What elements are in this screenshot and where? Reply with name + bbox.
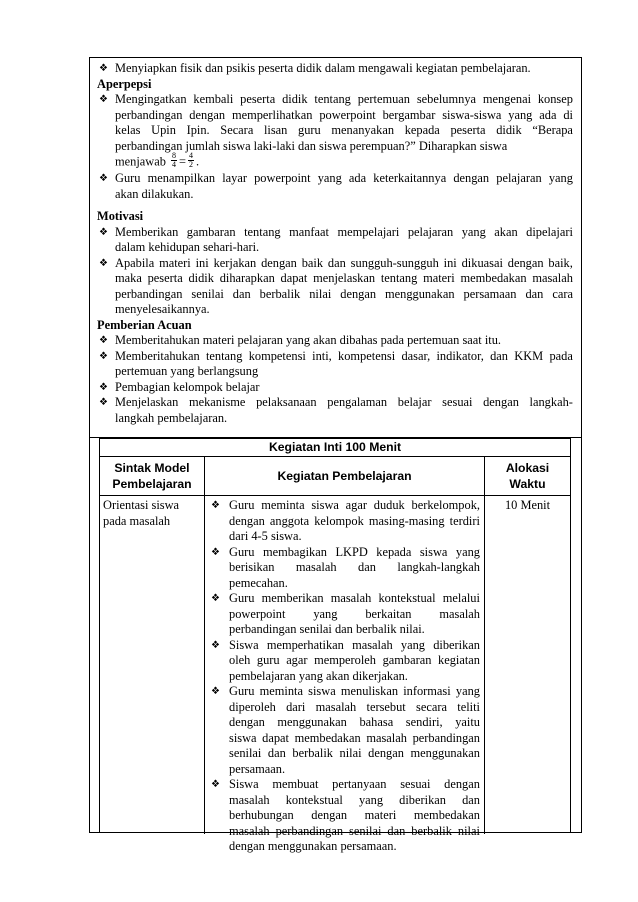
text-line: senilai dan berbalik nilai dengan menggunakan bbox=[229, 746, 480, 760]
acuan-heading: Pemberian Acuan bbox=[97, 317, 192, 332]
diamond-bullet-icon: ❖ bbox=[99, 257, 108, 269]
bullet-item bbox=[97, 92, 573, 171]
text-line: Menyiapkan fisik dan psikis peserta didik dalam mengawali kegiatan pembelajaran. bbox=[115, 61, 531, 75]
bullet-item bbox=[211, 545, 480, 592]
text-line: pemecahan. bbox=[229, 575, 288, 590]
text-line: perbandingan jumlah siswa laki-laki dan siswa perempuan?” Diharapkan siswa bbox=[115, 138, 508, 153]
text-line: Guru meminta siswa agar duduk berkelompok, bbox=[229, 498, 480, 512]
diamond-bullet-icon: ❖ bbox=[99, 335, 108, 346]
text-line: kelas Upin Ipin. Secara lisan guru menanyakan kepada peserta didik “Berapa bbox=[115, 123, 573, 137]
bullet-item bbox=[211, 777, 480, 855]
bullet-item bbox=[97, 171, 573, 202]
diamond-bullet-icon: ❖ bbox=[99, 173, 108, 184]
diamond-bullet-icon: ❖ bbox=[99, 226, 108, 238]
cell-waktu: 10 Menit bbox=[504, 498, 551, 512]
text-line: Memberitahukan tentang kompetensi inti, kompetensi dasar, indikator, dan KKM pada bbox=[115, 348, 573, 363]
text-line: Menjelaskan mekanisme pelaksanaan pengalaman belajar sesuai dengan langkah- bbox=[115, 395, 573, 409]
text-line: Guru menampilkan layar powerpoint yang ada keterkaitannya dengan pelajaran yang bbox=[115, 171, 573, 185]
diamond-bullet-icon: ❖ bbox=[99, 350, 108, 362]
bullet-item bbox=[97, 61, 573, 77]
text-line: Pembagian kelompok belajar bbox=[115, 379, 260, 394]
diamond-bullet-icon: ❖ bbox=[211, 686, 220, 697]
cell-kegiatan bbox=[205, 496, 485, 853]
text-line: Apabila materi ini kerjakan dengan baik dan sungguh-sungguh ini dikuasai dengan baik, bbox=[115, 255, 573, 270]
bullet-item bbox=[211, 684, 480, 777]
text-line: masalah kontekstual yang diberikan dan bbox=[229, 792, 480, 807]
text-line: dengan menggunakan bahasa sendiri, yaitu bbox=[229, 715, 480, 729]
text-line: langkah pembelajaran. bbox=[115, 410, 228, 425]
diamond-bullet-icon: ❖ bbox=[99, 397, 108, 408]
motivasi-list bbox=[97, 225, 573, 318]
diamond-bullet-icon: ❖ bbox=[211, 593, 220, 604]
text-line: dengan menggunakan persamaan. bbox=[229, 839, 397, 853]
diamond-bullet-icon: ❖ bbox=[99, 381, 108, 393]
motivasi-heading: Motivasi bbox=[97, 209, 144, 223]
text-line: Memberikan gambaran tentang manfaat mempelajari pelajaran yang akan dipelajari bbox=[115, 224, 573, 239]
text-line: Siswa membuat pertanyaan sesuai dengan bbox=[229, 777, 480, 791]
diamond-bullet-icon: ❖ bbox=[211, 779, 220, 790]
bullet-item bbox=[211, 591, 480, 638]
lesson-plan-frame bbox=[89, 57, 582, 853]
text-line: pertemuan yang berlangsung bbox=[115, 364, 259, 378]
bullet-item bbox=[211, 638, 480, 685]
table-title: Kegiatan Inti 100 Menit bbox=[100, 439, 570, 457]
text-line: pembelajaran yang akan dikerjakan. bbox=[229, 668, 408, 683]
cell-sintak: Orientasi siswa pada masalah bbox=[100, 496, 205, 834]
diamond-bullet-icon: ❖ bbox=[99, 63, 108, 74]
text-line: maka peserta didik diharapkan dapat menjelaskan tentang materi membedakan masalah bbox=[115, 271, 573, 285]
apersepsi-heading: Aperpepsi bbox=[97, 76, 152, 91]
bullet-item bbox=[97, 349, 573, 380]
text-line: dengan anggota kelompok masing-masing terdiri bbox=[229, 513, 480, 528]
fraction: $\frac{8}{4}$ bbox=[172, 151, 177, 169]
text-line: Guru memberikan masalah kontekstual melalui bbox=[229, 591, 480, 605]
text-line: dalam kehidupan sehari-hari. bbox=[115, 240, 260, 254]
bullet-item bbox=[97, 333, 573, 349]
bullet-item bbox=[97, 395, 573, 426]
text-line: berhubungan dengan materi membedakan bbox=[229, 808, 480, 822]
bullet-item bbox=[97, 225, 573, 256]
fraction: $\frac{4}{2}$ bbox=[189, 151, 194, 169]
opening-activities-section bbox=[90, 58, 581, 438]
diamond-bullet-icon: ❖ bbox=[211, 546, 220, 558]
apersepsi-list bbox=[97, 92, 573, 202]
text-line: dari 4-5 siswa. bbox=[229, 529, 302, 543]
bullet-item bbox=[97, 380, 573, 396]
header-sintak: Sintak Model Pembelajaran bbox=[100, 457, 205, 495]
bullet-item bbox=[211, 498, 480, 545]
text-line: oleh guru agar memperoleh gambaran kegiatan bbox=[229, 653, 480, 667]
header-kegiatan: Kegiatan Pembelajaran bbox=[205, 457, 485, 495]
acuan-list bbox=[97, 333, 573, 426]
text-line: Siswa memperhatikan masalah yang diberikan bbox=[229, 637, 480, 652]
table-row bbox=[100, 496, 570, 853]
answer-line: menjawab $\frac{8}{4}$ = $\frac{4}{2}$ . bbox=[115, 151, 200, 169]
text-line: menyelesaikannya. bbox=[115, 302, 210, 316]
diamond-bullet-icon: ❖ bbox=[99, 94, 108, 105]
text-line: berisikan masalah dan langkah-langkah bbox=[229, 560, 480, 574]
text-line: Guru meminta siswa menuliskan informasi yang bbox=[229, 684, 480, 698]
preparation-item bbox=[97, 61, 573, 77]
table-header-row bbox=[100, 457, 570, 496]
text-line: Memberitahukan materi pelajaran yang akan dibahas pada pertemuan saat itu. bbox=[115, 333, 502, 347]
text-line: perbandingan senilai dan berbalik nilai dengan menggunakan persamaan dan cara bbox=[115, 286, 573, 301]
header-alokasi: Alokasi Waktu bbox=[505, 461, 550, 491]
text-line: masalah perbandingan senilai dan berbalik nilai bbox=[229, 823, 480, 838]
text-line: persamaan. bbox=[229, 761, 286, 776]
text-line: siswa dapat membedakan masalah perbandingan bbox=[229, 730, 480, 745]
text-line: diperoleh dari masalah tersebut secara teliti bbox=[229, 699, 480, 714]
text-line: Guru membagikan LKPD kepada siswa yang bbox=[229, 544, 480, 559]
core-activities-table bbox=[99, 438, 571, 853]
text-line: perbandingan senilai dan berbalik nilai. bbox=[229, 622, 425, 636]
text-line: powerpoint yang berkaitan masalah bbox=[229, 606, 480, 621]
text-line: Mengingatkan kembali peserta didik tentang pertemuan sebelumnya mengenai konsep bbox=[115, 92, 573, 106]
diamond-bullet-icon: ❖ bbox=[211, 500, 220, 511]
diamond-bullet-icon: ❖ bbox=[211, 639, 220, 651]
text-line: akan dilakukan. bbox=[115, 186, 194, 201]
bullet-item bbox=[97, 256, 573, 318]
text-line: perbandingan dengan memperlihatkan powerpoint bergambar siswa-siswa yang ada di bbox=[115, 107, 573, 122]
